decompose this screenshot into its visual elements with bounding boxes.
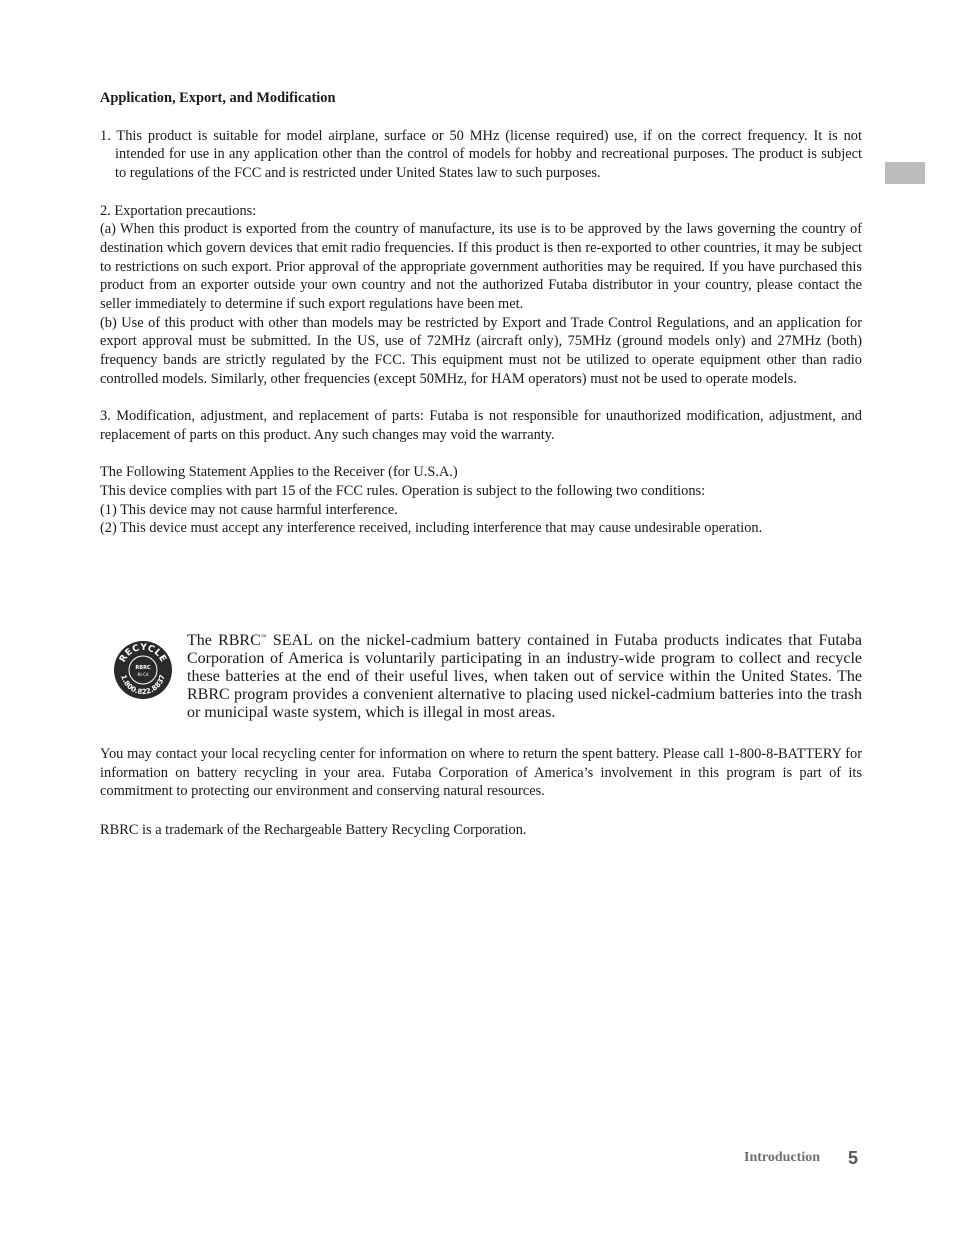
item-2a: (a) When this product is exported from the country of manufacture, its use is to be approved by the laws governing the country of destination which govern devices that emit radio frequencies. If this product is then re-exported to other countries, it may be subject to restrictions on such export. Prior approval of the appropriate government authorities may be required. If you have purchased this product from an exporter outside your own country and not the authorized Futaba distributor in your country, please contact the seller immediately to determine if such export regulations have been met. [100,221,862,313]
seal-middle-text: RBRC [135,665,151,671]
contact-paragraph: You may contact your local recycling center for information on where to return the spent battery. Please call 1-800-8-BATTERY for information on battery recycling in your area. Futaba Corporation of America’s involvement in this program is part of its commitment to protecting our environment and conserving natural resources. [100,746,862,800]
rbrc-text-rest: SEAL on the nickel-cadmium battery contained in Futaba products indicates that Futaba Corporation of America is voluntarily participating in an industry-wide program to collect and recycle these batteries at the end of their useful lives, when taken out of service within the United States. The RBRC program provides a convenient alternative to placing used nickel-cadmium batteries into the trash or municipal waste system, which is illegal in most areas. [187,632,863,721]
item-2b: (b) Use of this product with other than models may be restricted by Export and Trade Control Regulations, and an application for export approval must be submitted. In the US, use of 72MHz (aircraft only), 75MHz (ground models only) and 27MHz (both) frequency bands are strictly regulated by the FCC. This equipment must not be utilized to operate equipment other than radio controlled models. Similarly, other frequencies (except 50MHz, for HAM operators) must not be used to operate models. [100,314,862,387]
trademark-symbol: ™ [260,634,267,641]
fcc-title: The Following Statement Applies to the Receiver (for U.S.A.) [100,464,458,481]
fcc-statement: This device complies with part 15 of the FCC rules. Operation is subject to the following two conditions: [100,483,706,500]
item-2-title: 2. Exportation precautions: [100,202,257,219]
rbrc-recycle-seal-icon [113,640,173,700]
seal-bottom-text: 1.800.822.8837 [119,673,167,697]
footer-section-name: Introduction [744,1150,820,1165]
seal-small-text: Ni-Cd [137,672,149,677]
main-text [100,89,862,538]
trademark-note: RBRC is a trademark of the Rechargeable Battery Recycling Corporation. [100,822,527,839]
fcc-condition-1: (1) This device may not cause harmful interference. [100,501,398,518]
seal-top-text: RECYCLE [118,642,168,665]
item-1: 1. This product is suitable for model airplane, surface or 50 MHz (license required) use, if on the correct frequency. It is not intended for use in any application other than the control of models for hobby and recreational purposes. The product is subject to regulations of the FCC and is restricted under United States law to such purposes. [100,127,862,182]
item-3: 3. Modification, adjustment, and replacement of parts: Futaba is not responsible for unauthorized modification, adjustment, and replacement of parts on this product. Any such changes may void the warranty. [100,408,862,443]
rbrc-paragraph [187,632,862,722]
page-number: 5 [847,1148,858,1168]
recycling-info [100,745,862,840]
rbrc-text-start: The RBRC [187,632,261,649]
rbrc-block [100,632,862,722]
section-heading: Application, Export, and Modification [100,90,336,106]
section-tab-marker [885,162,925,184]
page-footer [700,1148,860,1172]
fcc-condition-2: (2) This device must accept any interference received, including interference that may cause undesirable operation. [100,520,763,537]
